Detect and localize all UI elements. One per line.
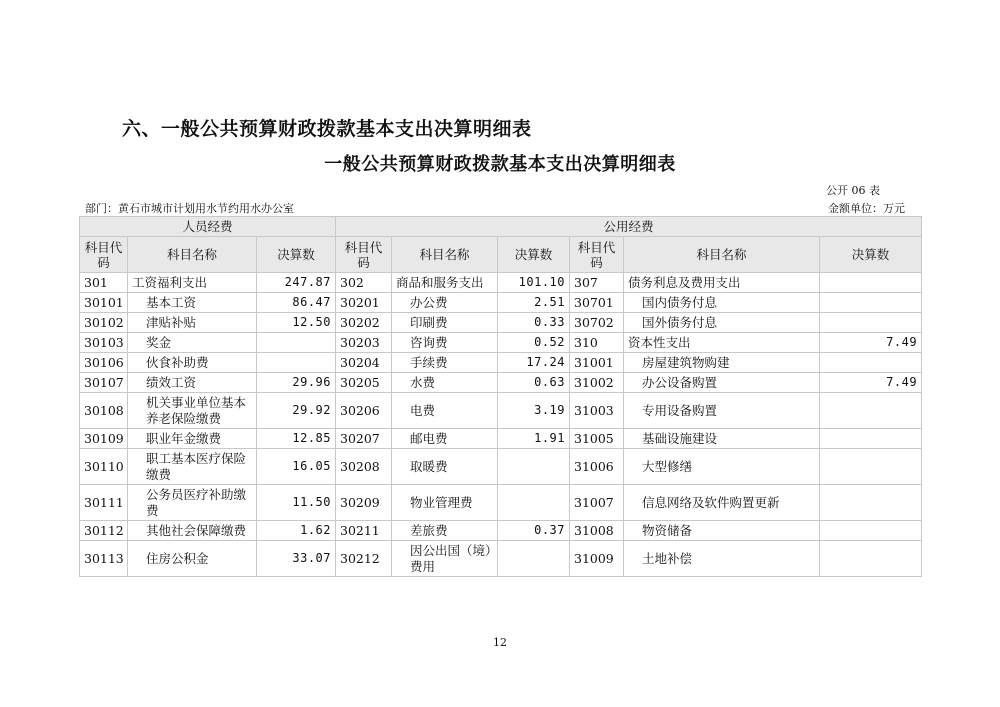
name-cell: 商品和服务支出 bbox=[392, 273, 498, 293]
code-cell: 30701 bbox=[570, 293, 624, 313]
name-cell: 邮电费 bbox=[392, 429, 498, 449]
name-cell: 大型修缮 bbox=[624, 449, 820, 485]
name-cell: 差旅费 bbox=[392, 521, 498, 541]
code-cell: 302 bbox=[336, 273, 392, 293]
code-header: 科目代码 bbox=[570, 237, 624, 273]
code-cell: 30103 bbox=[80, 333, 128, 353]
name-cell: 公务员医疗补助缴费 bbox=[128, 485, 257, 521]
code-cell: 31006 bbox=[570, 449, 624, 485]
code-cell: 30107 bbox=[80, 373, 128, 393]
table-row bbox=[80, 449, 922, 485]
code-cell: 30212 bbox=[336, 541, 392, 577]
code-cell: 31008 bbox=[570, 521, 624, 541]
table-row bbox=[80, 273, 922, 293]
amount-cell bbox=[820, 521, 922, 541]
code-cell: 30109 bbox=[80, 429, 128, 449]
code-cell: 30702 bbox=[570, 313, 624, 333]
code-header: 科目代码 bbox=[80, 237, 128, 273]
code-cell: 30111 bbox=[80, 485, 128, 521]
name-cell: 印刷费 bbox=[392, 313, 498, 333]
code-cell: 31003 bbox=[570, 393, 624, 429]
name-cell: 伙食补助费 bbox=[128, 353, 257, 373]
amount-header: 决算数 bbox=[498, 237, 570, 273]
name-cell: 手续费 bbox=[392, 353, 498, 373]
amount-cell: 0.52 bbox=[498, 333, 570, 353]
name-cell: 办公设备购置 bbox=[624, 373, 820, 393]
amount-header: 决算数 bbox=[257, 237, 336, 273]
name-header: 科目名称 bbox=[624, 237, 820, 273]
table-number: 公开 06 表 bbox=[826, 184, 880, 197]
name-cell: 电费 bbox=[392, 393, 498, 429]
amount-cell: 29.96 bbox=[257, 373, 336, 393]
code-cell: 30202 bbox=[336, 313, 392, 333]
name-header: 科目名称 bbox=[128, 237, 257, 273]
name-cell: 取暖费 bbox=[392, 449, 498, 485]
amount-cell: 0.33 bbox=[498, 313, 570, 333]
code-cell: 30113 bbox=[80, 541, 128, 577]
amount-header: 决算数 bbox=[820, 237, 922, 273]
expenditure-table bbox=[79, 216, 922, 577]
table-row bbox=[80, 373, 922, 393]
amount-cell bbox=[820, 353, 922, 373]
amount-cell: 101.10 bbox=[498, 273, 570, 293]
personnel-group-header: 人员经费 bbox=[80, 217, 336, 237]
table-row bbox=[80, 541, 922, 577]
table-row bbox=[80, 429, 922, 449]
table-row bbox=[80, 485, 922, 521]
amount-cell bbox=[257, 353, 336, 373]
name-cell: 基本工资 bbox=[128, 293, 257, 313]
name-cell: 信息网络及软件购置更新 bbox=[624, 485, 820, 521]
amount-cell: 0.63 bbox=[498, 373, 570, 393]
amount-cell: 86.47 bbox=[257, 293, 336, 313]
name-cell: 住房公积金 bbox=[128, 541, 257, 577]
name-cell: 咨询费 bbox=[392, 333, 498, 353]
name-cell: 房屋建筑物购建 bbox=[624, 353, 820, 373]
amount-cell: 1.62 bbox=[257, 521, 336, 541]
amount-cell: 17.24 bbox=[498, 353, 570, 373]
name-cell: 债务利息及费用支出 bbox=[624, 273, 820, 293]
code-cell: 30203 bbox=[336, 333, 392, 353]
name-cell: 物业管理费 bbox=[392, 485, 498, 521]
code-cell: 31002 bbox=[570, 373, 624, 393]
amount-cell: 0.37 bbox=[498, 521, 570, 541]
code-cell: 31001 bbox=[570, 353, 624, 373]
code-cell: 30208 bbox=[336, 449, 392, 485]
name-cell: 基础设施建设 bbox=[624, 429, 820, 449]
code-cell: 30211 bbox=[336, 521, 392, 541]
section-title: 六、一般公共预算财政拨款基本支出决算明细表 bbox=[122, 118, 532, 140]
code-header: 科目代码 bbox=[336, 237, 392, 273]
amount-cell bbox=[820, 429, 922, 449]
department-label: 部门：黄石市城市计划用水节约用水办公室 bbox=[85, 202, 294, 215]
name-cell: 职业年金缴费 bbox=[128, 429, 257, 449]
code-cell: 30205 bbox=[336, 373, 392, 393]
amount-cell: 16.05 bbox=[257, 449, 336, 485]
name-cell: 其他社会保障缴费 bbox=[128, 521, 257, 541]
amount-cell bbox=[498, 541, 570, 577]
amount-cell bbox=[820, 393, 922, 429]
code-cell: 31007 bbox=[570, 485, 624, 521]
name-cell: 国外债务付息 bbox=[624, 313, 820, 333]
name-cell: 工资福利支出 bbox=[128, 273, 257, 293]
group-header-row bbox=[80, 217, 922, 237]
amount-cell bbox=[820, 293, 922, 313]
name-cell: 水费 bbox=[392, 373, 498, 393]
name-cell: 职工基本医疗保险缴费 bbox=[128, 449, 257, 485]
code-cell: 30102 bbox=[80, 313, 128, 333]
name-cell: 资本性支出 bbox=[624, 333, 820, 353]
code-cell: 30106 bbox=[80, 353, 128, 373]
name-cell: 土地补偿 bbox=[624, 541, 820, 577]
code-cell: 30204 bbox=[336, 353, 392, 373]
amount-cell: 247.87 bbox=[257, 273, 336, 293]
table-row bbox=[80, 353, 922, 373]
code-cell: 30112 bbox=[80, 521, 128, 541]
unit-label: 金额单位：万元 bbox=[828, 202, 905, 215]
amount-cell: 3.19 bbox=[498, 393, 570, 429]
name-cell: 因公出国（境）费用 bbox=[392, 541, 498, 577]
name-cell: 办公费 bbox=[392, 293, 498, 313]
table-row bbox=[80, 521, 922, 541]
code-cell: 30201 bbox=[336, 293, 392, 313]
amount-cell bbox=[820, 485, 922, 521]
name-header: 科目名称 bbox=[392, 237, 498, 273]
code-cell: 30110 bbox=[80, 449, 128, 485]
table-row bbox=[80, 313, 922, 333]
amount-cell: 12.85 bbox=[257, 429, 336, 449]
amount-cell: 7.49 bbox=[820, 333, 922, 353]
table-row bbox=[80, 333, 922, 353]
code-cell: 30101 bbox=[80, 293, 128, 313]
table-row bbox=[80, 393, 922, 429]
amount-cell: 29.92 bbox=[257, 393, 336, 429]
amount-cell bbox=[820, 313, 922, 333]
name-cell: 绩效工资 bbox=[128, 373, 257, 393]
code-cell: 31009 bbox=[570, 541, 624, 577]
amount-cell bbox=[820, 273, 922, 293]
code-cell: 30207 bbox=[336, 429, 392, 449]
amount-cell: 7.49 bbox=[820, 373, 922, 393]
amount-cell: 11.50 bbox=[257, 485, 336, 521]
name-cell: 国内债务付息 bbox=[624, 293, 820, 313]
amount-cell bbox=[498, 485, 570, 521]
page-number: 12 bbox=[493, 636, 507, 649]
amount-cell: 33.07 bbox=[257, 541, 336, 577]
amount-cell bbox=[498, 449, 570, 485]
code-cell: 30206 bbox=[336, 393, 392, 429]
amount-cell bbox=[820, 541, 922, 577]
amount-cell bbox=[820, 449, 922, 485]
code-cell: 30108 bbox=[80, 393, 128, 429]
code-cell: 310 bbox=[570, 333, 624, 353]
name-cell: 津贴补贴 bbox=[128, 313, 257, 333]
amount-cell: 1.91 bbox=[498, 429, 570, 449]
name-cell: 专用设备购置 bbox=[624, 393, 820, 429]
amount-cell bbox=[257, 333, 336, 353]
amount-cell: 2.51 bbox=[498, 293, 570, 313]
table-title: 一般公共预算财政拨款基本支出决算明细表 bbox=[324, 154, 676, 175]
table-row bbox=[80, 293, 922, 313]
public-group-header: 公用经费 bbox=[336, 217, 922, 237]
code-cell: 307 bbox=[570, 273, 624, 293]
code-cell: 301 bbox=[80, 273, 128, 293]
code-cell: 31005 bbox=[570, 429, 624, 449]
name-cell: 机关事业单位基本养老保险缴费 bbox=[128, 393, 257, 429]
amount-cell: 12.50 bbox=[257, 313, 336, 333]
name-cell: 奖金 bbox=[128, 333, 257, 353]
code-cell: 30209 bbox=[336, 485, 392, 521]
column-header-row bbox=[80, 237, 922, 273]
name-cell: 物资储备 bbox=[624, 521, 820, 541]
